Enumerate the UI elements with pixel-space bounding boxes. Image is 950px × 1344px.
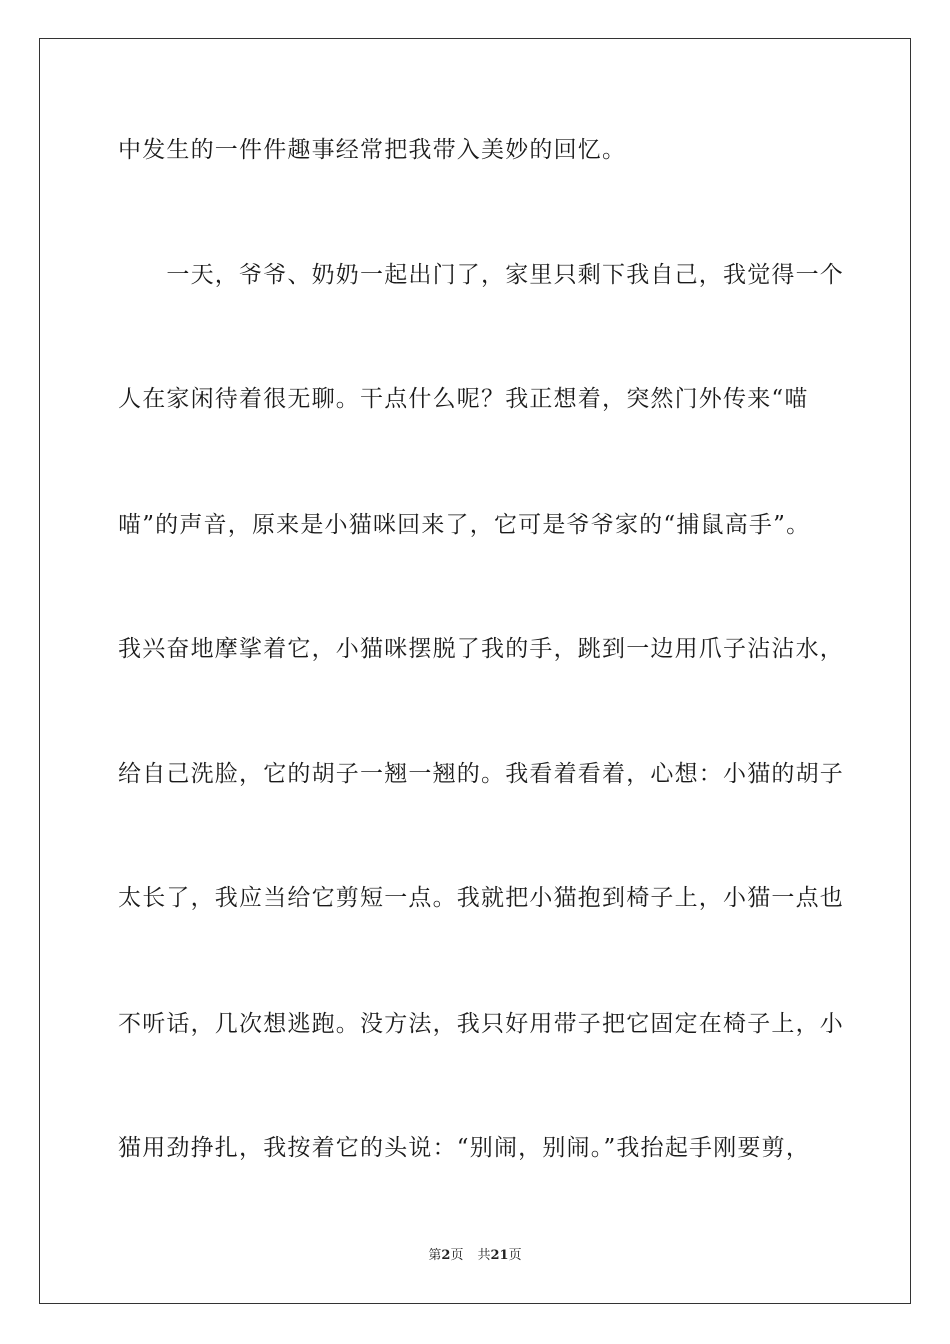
text-line: 喵”的声音，原来是小猫咪回来了，它可是爷爷家的“捕鼠高手”。 (118, 512, 811, 538)
text-line: 我兴奋地摩挲着它，小猫咪摆脱了我的手，跳到一边用爪子沾沾水， (118, 636, 844, 662)
total-prefix: 共 (477, 1248, 491, 1263)
text-line: 一天，爷爷、奶奶一起出门了，家里只剩下我自己，我觉得一个 (118, 262, 844, 288)
text-line: 不听话，几次想逃跑。没方法，我只好用带子把它固定在椅子上，小 (118, 1011, 844, 1037)
total-pages: 21 (490, 1248, 509, 1263)
page-suffix: 页 (450, 1248, 464, 1263)
page-prefix: 第 (428, 1248, 442, 1263)
total-suffix: 页 (508, 1248, 522, 1263)
text-line: 中发生的一件件趣事经常把我带入美妙的回忆。 (118, 137, 627, 163)
text-line: 猫用劲挣扎，我按着它的头说：“别闹，别闹。”我抬起手刚要剪， (118, 1135, 811, 1161)
page-number: 2 (441, 1248, 451, 1263)
page-border (39, 38, 911, 1304)
text-line: 给自己洗脸，它的胡子一翘一翘的。我看着看着，心想：小猫的胡子 (118, 761, 844, 787)
text-line: 人在家闲待着很无聊。干点什么呢？我正想着，突然门外传来“喵 (118, 386, 809, 412)
text-line: 太长了，我应当给它剪短一点。我就把小猫抱到椅子上，小猫一点也 (118, 885, 844, 911)
page-footer (0, 1247, 950, 1265)
